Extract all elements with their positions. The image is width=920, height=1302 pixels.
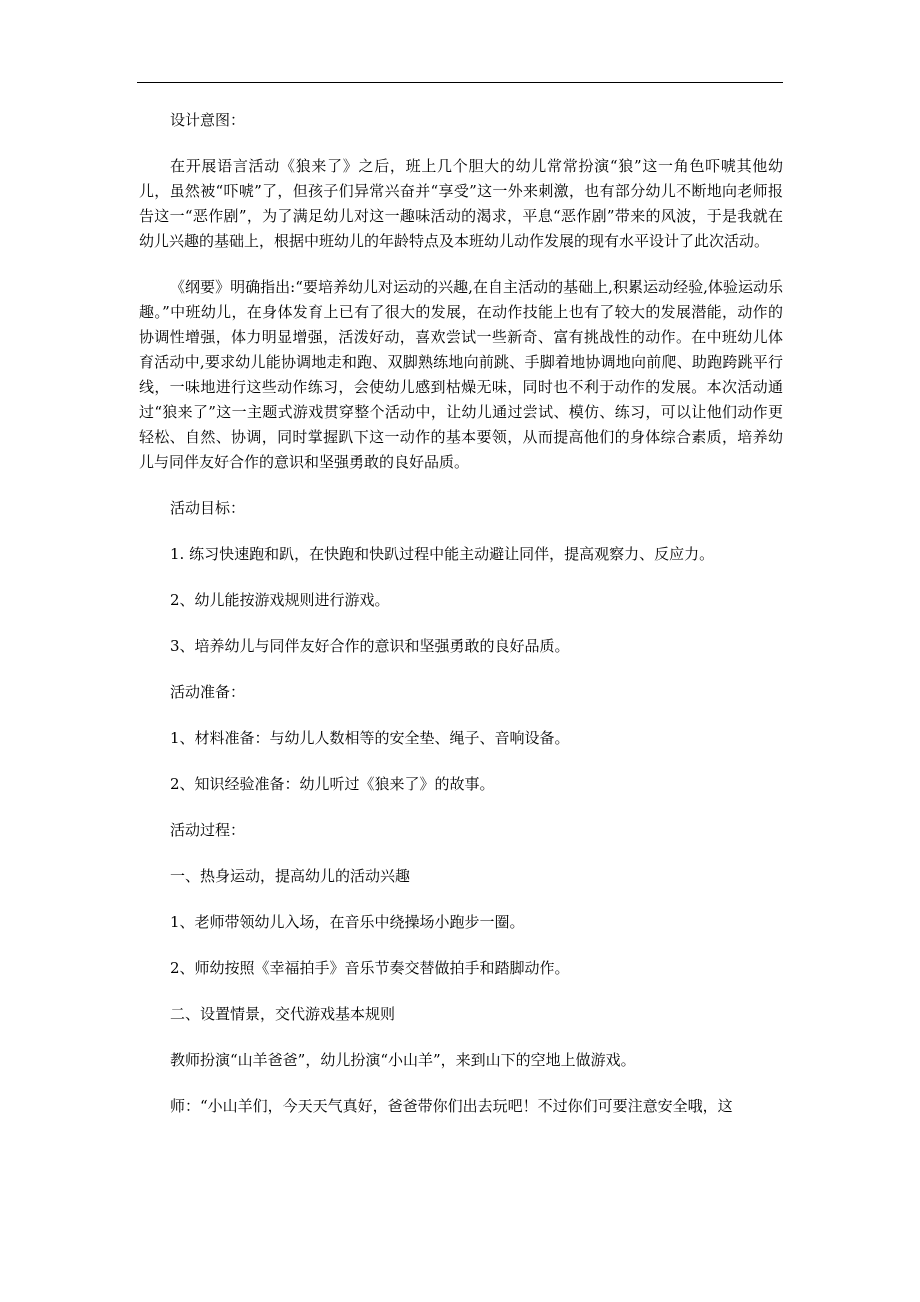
activity-goals-heading: 活动目标： <box>170 499 246 517</box>
prep-item-2: 2、知识经验准备：幼儿听过《狼来了》的故事。 <box>170 775 495 793</box>
activity-prep-heading: 活动准备： <box>170 683 246 701</box>
process-step-2-item-1: 教师扮演“山羊爸爸”，幼儿扮演“小山羊”，来到山下的空地上做游戏。 <box>170 1051 636 1069</box>
design-intent-heading: 设计意图： <box>170 111 246 129</box>
design-intent-paragraph-1: 在开展语言活动《狼来了》之后，班上几个胆大的幼儿常常扮演“狼”这一角色吓唬其他幼儿，虽然被“吓唬”了，但孩子们异常兴奋并“享受”这一外来刺激，也有部分幼儿不断地向老师报告这一“恶作剧”，为了满足幼儿对这一趣味活动的渴求，平息“恶作剧”带来的风波，于是我就在幼儿兴趣的基础上，根据中班幼儿的年龄特点及本班幼儿动作发展的现有水平设计了此次活动。 <box>139 157 783 250</box>
activity-process-heading: 活动过程： <box>170 821 246 839</box>
goal-item-1: 1. 练习快速跑和趴，在快跑和快趴过程中能主动避让同伴，提高观察力、反应力。 <box>170 545 715 563</box>
goal-item-3: 3、培养幼儿与同伴友好合作的意识和坚强勇敢的良好品质。 <box>170 637 570 655</box>
process-step-1-item-2: 2、师幼按照《幸福拍手》音乐节奏交替做拍手和踏脚动作。 <box>170 959 570 977</box>
design-intent-paragraph-2: 《纲要》明确指出:“要培养幼儿对运动的兴趣,在自主活动的基础上,积累运动经验,体验运动乐趣。”中班幼儿，在身体发育上已有了很大的发展，在动作技能上也有了较大的发展潜能，动作的协调性增强，体力明显增强，活泼好动，喜欢尝试一些新奇、富有挑战性的动作。在中班幼儿体育活动中,要求幼儿能协调地走和跑、双脚熟练地向前跳、手脚着地协调地向前爬、助跑跨跳平行线，一味地进行这些动作练习，会使幼儿感到枯燥无味，同时也不利于动作的发展。本次活动通过“狼来了”这一主题式游戏贯穿整个活动中，让幼儿通过尝试、模仿、练习，可以让他们动作更轻松、自然、协调，同时掌握趴下这一动作的基本要领，从而提高他们的身体综合素质，培养幼儿与同伴友好合作的意识和坚强勇敢的良好品质。 <box>139 278 783 471</box>
goal-item-2: 2、幼儿能按游戏规则进行游戏。 <box>170 591 390 609</box>
process-step-1: 一、热身运动，提高幼儿的活动兴趣 <box>170 867 411 885</box>
header-rule <box>137 82 783 83</box>
document-body <box>139 108 783 1119</box>
prep-item-1: 1、材料准备：与幼儿人数相等的安全垫、绳子、音响设备。 <box>170 729 570 747</box>
process-step-1-item-1: 1、老师带领幼儿入场，在音乐中绕操场小跑步一圈。 <box>170 913 525 931</box>
process-step-2: 二、设置情景，交代游戏基本规则 <box>170 1005 396 1023</box>
process-step-2-item-2: 师：“小山羊们，今天天气真好，爸爸带你们出去玩吧！不过你们可要注意安全哦，这 <box>170 1097 733 1115</box>
